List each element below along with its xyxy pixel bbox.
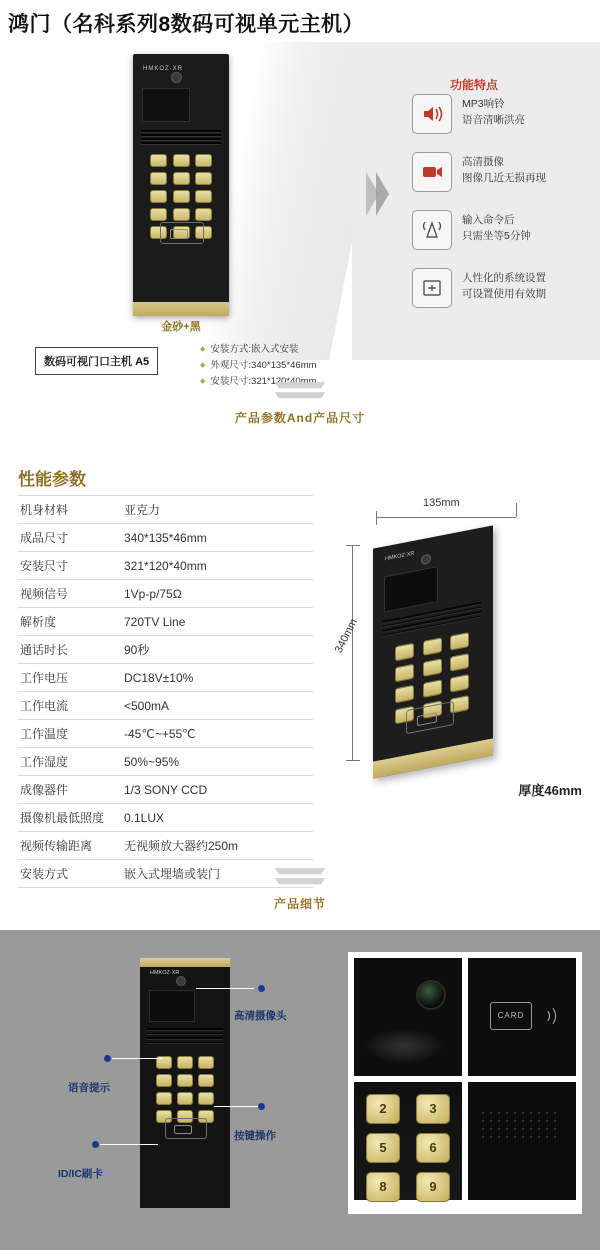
dimension-thickness-label: 厚度46mm	[518, 783, 582, 798]
camera-icon	[171, 72, 182, 83]
speaker-icon	[412, 94, 452, 134]
callout-camera: 高清摄像头	[234, 1010, 287, 1022]
table-row: 成像器件 1/3 SONY CCD	[18, 776, 313, 804]
section-divider-params	[0, 382, 600, 426]
dimension-width-label: 135mm	[423, 497, 460, 509]
callout-card: ID/IC刷卡	[58, 1168, 103, 1180]
spec-table	[18, 495, 313, 888]
device-detail-illustration	[140, 958, 230, 1208]
table-row: 工作湿度 50%~95%	[18, 748, 313, 776]
device-base	[133, 302, 229, 316]
key-button: 9	[416, 1172, 450, 1202]
dimension-height-label: 340mm	[332, 616, 361, 656]
callout-voice: 语音提示	[68, 1082, 110, 1094]
dimension-line-height	[352, 545, 353, 760]
bullet-item: ◆ 外观尺寸:340*135*46mm	[200, 358, 317, 374]
page-title: 鸿门（名科系列8数码可视单元主机）	[8, 13, 365, 36]
top-panel	[0, 42, 600, 387]
spec-section	[0, 455, 600, 881]
callout-line	[214, 1106, 260, 1107]
speaker-grille	[147, 1028, 223, 1046]
device-display	[149, 990, 195, 1022]
table-row: 安装尺寸 321*120*40mm	[18, 552, 313, 580]
camera-icon	[412, 152, 452, 192]
section-divider-detail	[0, 868, 600, 912]
feature-text: 人性化的系统设置 可设置使用有效期	[462, 272, 546, 300]
callout-line	[100, 1144, 158, 1145]
speaker-dots	[482, 1112, 562, 1162]
dimension-tick	[516, 503, 517, 517]
card-reader-icon	[160, 222, 204, 244]
key-button: 6	[416, 1133, 450, 1163]
feature-item-camera	[412, 152, 592, 196]
table-row: 成品尺寸 340*135*46mm	[18, 524, 313, 552]
device-display	[384, 566, 438, 612]
key-button: 5	[366, 1133, 400, 1163]
feature-item-settings	[412, 268, 592, 312]
table-row: 工作电流 <500mA	[18, 692, 313, 720]
device-base	[373, 738, 493, 778]
keypad-photo	[366, 1094, 450, 1211]
spec-section-title: 性能参数	[18, 470, 86, 489]
section-divider-label: 产品细节	[273, 897, 326, 911]
key-button: 2	[366, 1094, 400, 1124]
section-divider-label: 产品参数And产品尺寸	[234, 411, 366, 425]
dimension-drawing	[318, 475, 590, 815]
dimension-tick	[346, 760, 360, 761]
chevron-down-icon	[277, 868, 323, 890]
table-row: 视频信号 1Vp-p/75Ω	[18, 580, 313, 608]
device-top-trim	[140, 958, 230, 967]
table-row: 安装方式 嵌入式埋墙或装门	[18, 860, 313, 888]
feature-text: 输入命令后 只需坐等5分钟	[462, 214, 531, 242]
camera-lens-icon	[416, 980, 446, 1010]
callout-dot	[92, 1141, 99, 1148]
feature-text: 高清摄像 图像几近无损再现	[462, 156, 546, 184]
callout-dot	[258, 985, 265, 992]
card-reader-icon	[165, 1118, 207, 1139]
camera-icon	[421, 553, 431, 565]
dimension-line-width	[376, 517, 516, 518]
feature-item-command	[412, 210, 592, 254]
photo-card-reader	[468, 958, 576, 1076]
camera-icon	[176, 976, 186, 986]
table-row: 摄像机最低照度 0.1LUX	[18, 804, 313, 832]
callout-dot	[258, 1103, 265, 1110]
photo-keypad-closeup	[354, 1082, 462, 1200]
settings-icon	[412, 268, 452, 308]
features-title: 功能特点	[450, 78, 499, 92]
bullet-item: ◆ 安装尺寸:321*120*40mm	[200, 374, 317, 390]
device-logo: HMKOZ·XR	[143, 66, 183, 72]
device-dimension-illustration	[373, 525, 493, 778]
card-text: CARD	[490, 1002, 532, 1030]
table-row: 工作温度 -45℃~+55℃	[18, 720, 313, 748]
photo-glow	[364, 1028, 444, 1064]
page-header	[0, 0, 600, 42]
detail-section	[0, 930, 600, 1250]
speaker-grille	[141, 130, 221, 144]
device-logo: HMKOZ·XR	[385, 550, 415, 563]
key-button: 3	[416, 1094, 450, 1124]
device-color-caption: 金砂+黑	[161, 321, 201, 333]
model-badge	[35, 347, 158, 375]
feature-text: MP3响铃 语音清晰洪亮	[462, 98, 525, 126]
callout-dot	[104, 1055, 111, 1062]
table-row: 通话时长 90秒	[18, 636, 313, 664]
chevron-down-icon	[277, 382, 323, 404]
key-button: 8	[366, 1172, 400, 1202]
photo-speaker-closeup	[468, 1082, 576, 1200]
detail-photo-grid	[348, 952, 582, 1214]
device-display	[142, 88, 190, 122]
model-badge-label: 数码可视门口主机	[44, 356, 132, 368]
table-row: 工作电压 DC18V±10%	[18, 664, 313, 692]
bullet-item: ◆ 安装方式:嵌入式安装	[200, 342, 317, 358]
device-logo: HMKOZ·XR	[150, 970, 180, 976]
callout-line	[112, 1058, 162, 1059]
antenna-icon	[412, 210, 452, 250]
callout-line	[196, 988, 254, 989]
feature-item-mp3	[412, 94, 592, 138]
model-badge-code: A5	[135, 356, 150, 368]
table-row: 解析度 720TV Line	[18, 608, 313, 636]
callout-keypad: 按键操作	[234, 1130, 276, 1142]
dimension-tick	[376, 511, 377, 525]
rfid-wave-icon	[536, 1002, 558, 1028]
table-row: 视频传输距离 无视频放大器约250m	[18, 832, 313, 860]
photo-camera-closeup	[354, 958, 462, 1076]
table-row: 机身材料 亚克力	[18, 496, 313, 524]
device-front-illustration	[133, 54, 229, 316]
dimension-tick	[346, 545, 360, 546]
